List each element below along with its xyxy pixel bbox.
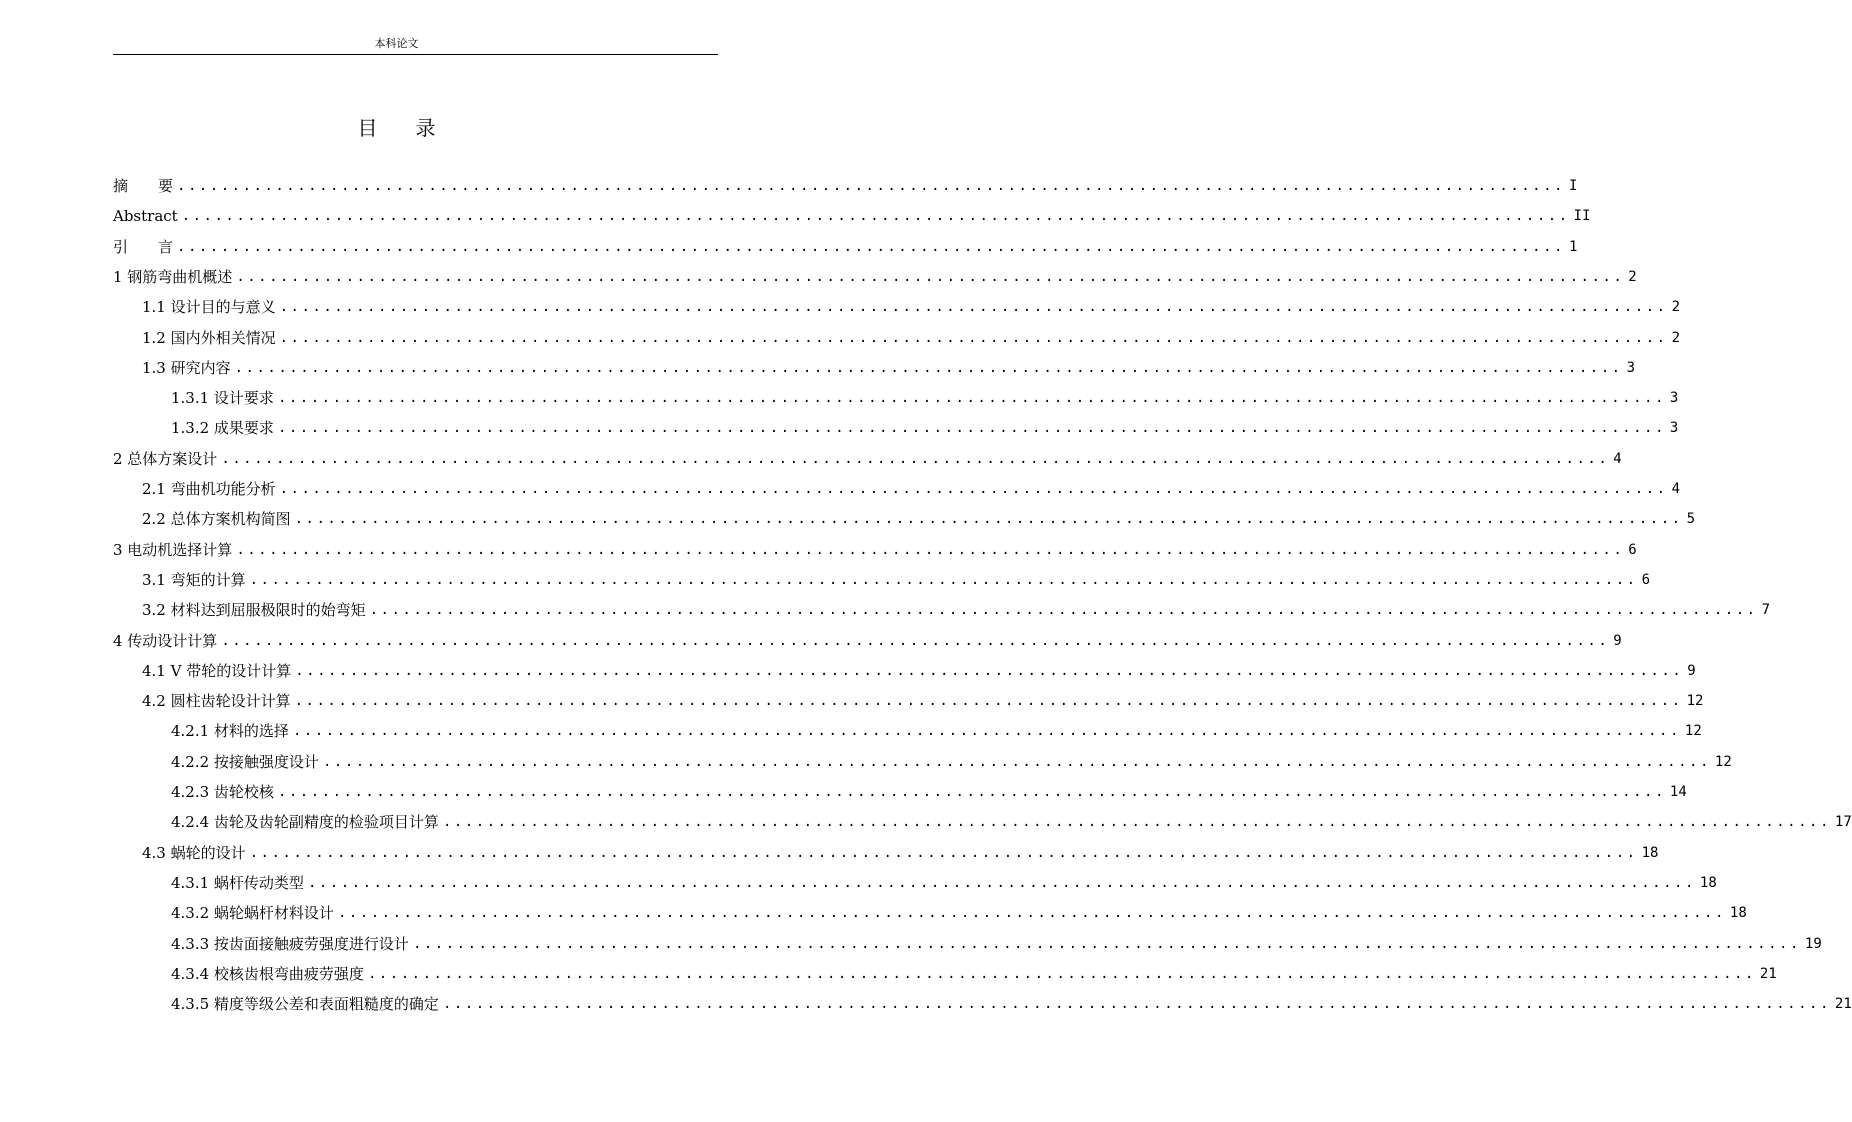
toc-page-number: II <box>1573 208 1591 225</box>
toc-leader-dots: ............................................................................................................................... <box>279 481 1668 497</box>
toc-leader-dots: ............................................................................................................................... <box>337 905 1726 922</box>
toc-entry-label: 1.3 研究内容 <box>142 358 231 377</box>
toc-leader-dots: ............................................................................................................................... <box>234 359 1623 376</box>
toc-leader-dots: ............................................................................................................................... <box>249 571 1638 588</box>
toc-leader-dots: ............................................................................................................................... <box>294 693 1683 710</box>
toc-entry[interactable] <box>142 659 1696 683</box>
toc-leader-dots: ............................................................................................................................... <box>367 965 1756 982</box>
toc-entry[interactable] <box>113 447 1622 471</box>
header-rule <box>113 54 718 55</box>
toc-title <box>0 114 793 142</box>
toc-entry[interactable] <box>171 932 1822 956</box>
toc-entry[interactable] <box>142 477 1681 501</box>
toc-page-number: 2 <box>1628 268 1637 285</box>
toc-page-number: 5 <box>1686 511 1696 528</box>
toc-leader-dots: ............................................................................................................................... <box>221 450 1610 467</box>
toc-entry[interactable] <box>113 235 1578 259</box>
toc-entry-label: 4.3.1 蜗杆传动类型 <box>171 873 304 892</box>
toc-leader-dots: ............................................................................................................................... <box>249 844 1638 861</box>
toc-page-number: 4 <box>1613 450 1622 467</box>
toc-page-number: 6 <box>1628 541 1637 558</box>
toc-entry-label: 4.3.2 蜗轮蜗杆材料设计 <box>171 904 334 923</box>
toc-entry[interactable] <box>171 901 1747 925</box>
toc-page-number: 7 <box>1761 602 1771 619</box>
toc-leader-dots: ............................................................................................................................... <box>277 420 1666 437</box>
toc-page-number: 14 <box>1669 784 1687 800</box>
toc-entry[interactable] <box>113 629 1622 653</box>
toc-page-number: 2 <box>1671 299 1681 316</box>
toc-entry-label: 2.1 弯曲机功能分析 <box>142 480 276 498</box>
toc-entry[interactable] <box>142 841 1659 865</box>
toc-entry-label: 4.2.2 按接触强度设计 <box>171 752 319 771</box>
toc-entry[interactable] <box>171 871 1717 895</box>
toc-entry[interactable] <box>142 295 1681 319</box>
toc-entry[interactable] <box>142 507 1696 531</box>
toc-leader-dots: ............................................................................................................................... <box>277 390 1666 407</box>
toc-page-number: 12 <box>1686 693 1704 710</box>
toc-entry[interactable] <box>142 326 1681 350</box>
toc-entry[interactable] <box>171 780 1687 804</box>
toc-entry-label: 1 钢筋弯曲机概述 <box>113 267 233 286</box>
toc-entry-label: Abstract <box>113 207 178 226</box>
toc-entry-label: 1.3.1 设计要求 <box>171 389 274 408</box>
toc-entry[interactable] <box>113 174 1578 198</box>
toc-leader-dots: ............................................................................................................................... <box>236 268 1625 285</box>
toc-entry[interactable] <box>171 962 1777 986</box>
toc-page-number: 2 <box>1671 329 1681 346</box>
toc-leader-dots: ............................................................................................................................... <box>221 632 1610 649</box>
toc-entry[interactable] <box>171 416 1679 440</box>
toc-entry-label: 2 总体方案设计 <box>113 449 218 468</box>
toc-leader-dots: ............................................................................................................................... <box>295 662 1684 679</box>
toc-entry-label: 3 电动机选择计算 <box>113 540 233 559</box>
toc-page-number: 4 <box>1671 481 1681 497</box>
toc-entry[interactable] <box>113 204 1591 228</box>
toc-leader-dots: ............................................................................................................................... <box>294 511 1683 528</box>
toc-entry-label: 4.2 圆柱齿轮设计计算 <box>142 692 291 711</box>
toc-entry[interactable] <box>171 386 1679 410</box>
toc-entry-label: 2.2 总体方案机构简图 <box>142 510 291 529</box>
toc-entry[interactable] <box>142 598 1771 622</box>
toc-page-number: 19 <box>1804 935 1822 952</box>
toc-page-number: 6 <box>1641 571 1651 588</box>
toc-page-number: 9 <box>1687 662 1696 679</box>
toc-entry-label: 1.3.2 成果要求 <box>171 419 274 438</box>
toc-entry[interactable] <box>142 689 1704 713</box>
toc-entry-label: 3.2 材料达到屈服极限时的始弯矩 <box>142 601 366 620</box>
toc-page-number: 21 <box>1759 965 1777 982</box>
toc-entry-label: 4 传动设计计算 <box>113 631 218 650</box>
toc-leader-dots: ............................................................................................................................... <box>442 814 1831 831</box>
toc-entry-label: 引 言 <box>113 237 174 256</box>
toc-leader-dots: ............................................................................................................................... <box>236 541 1625 558</box>
toc-page-number: 18 <box>1641 844 1659 861</box>
toc-leader-dots: ............................................................................................................................... <box>177 238 1565 255</box>
toc-entry[interactable] <box>113 538 1637 562</box>
toc-entry-label: 4.3.4 校核齿根弯曲疲劳强度 <box>171 964 364 983</box>
toc-entry-label: 4.3 蜗轮的设计 <box>142 843 246 862</box>
toc-entry[interactable] <box>171 992 1852 1016</box>
toc-leader-dots: ............................................................................................................................... <box>292 723 1681 740</box>
toc-entry[interactable] <box>142 568 1651 592</box>
toc-leader-dots: ............................................................................................................................... <box>277 784 1666 800</box>
toc-page-number: 21 <box>1834 996 1852 1013</box>
toc-entry-label: 4.3.5 精度等级公差和表面粗糙度的确定 <box>171 995 439 1014</box>
toc-page-number: 3 <box>1626 359 1636 376</box>
toc-entry-label: 4.2.4 齿轮及齿轮副精度的检验项目计算 <box>171 813 439 832</box>
toc-entry-label: 摘 要 <box>113 177 174 195</box>
toc-page-number: 3 <box>1669 390 1679 407</box>
toc-entry-label: 4.2.3 齿轮校核 <box>171 783 274 801</box>
toc-leader-dots: ............................................................................................................................... <box>412 935 1801 952</box>
toc-page-number: 1 <box>1568 238 1578 255</box>
toc-entry[interactable] <box>113 265 1637 289</box>
toc-entry-label: 4.1 V 带轮的设计计算 <box>142 661 292 680</box>
toc-page-number: I <box>1568 178 1578 194</box>
toc-entry[interactable] <box>171 750 1732 774</box>
toc-leader-dots: ............................................................................................................................... <box>181 208 1570 225</box>
toc-entry-label: 1.1 设计目的与意义 <box>142 298 276 317</box>
toc-page-number: 9 <box>1613 632 1622 649</box>
running-header: 本科论文 <box>374 37 419 50</box>
toc-leader-dots: ............................................................................................................................... <box>279 329 1668 346</box>
toc-entry[interactable] <box>171 719 1702 743</box>
toc-entry-label: 4.3.3 按齿面接触疲劳强度进行设计 <box>171 934 409 953</box>
toc-leader-dots: ............................................................................................................................... <box>307 874 1696 891</box>
toc-page-number: 18 <box>1699 874 1717 891</box>
toc-entry-label: 1.2 国内外相关情况 <box>142 328 276 347</box>
toc-page-number: 17 <box>1834 814 1852 831</box>
toc-leader-dots: ............................................................................................................................... <box>279 299 1668 316</box>
toc-entry-label: 4.2.1 材料的选择 <box>171 722 289 741</box>
toc-page-number: 3 <box>1669 420 1679 437</box>
toc-entry-label: 3.1 弯矩的计算 <box>142 570 246 589</box>
toc-leader-dots: ............................................................................................................................... <box>442 996 1831 1013</box>
toc-leader-dots: ............................................................................................................................... <box>369 602 1758 619</box>
toc-title-char-2: 录 <box>415 116 436 140</box>
toc-page-number: 12 <box>1684 723 1702 740</box>
toc-page-number: 18 <box>1729 905 1747 922</box>
toc-title-char-1: 目 <box>357 116 378 140</box>
toc-leader-dots: ............................................................................................................................... <box>177 178 1565 194</box>
toc-entry[interactable] <box>142 356 1636 380</box>
toc-entry[interactable] <box>171 810 1852 834</box>
toc-leader-dots: ............................................................................................................................... <box>322 753 1711 770</box>
toc-page-number: 12 <box>1714 753 1732 770</box>
